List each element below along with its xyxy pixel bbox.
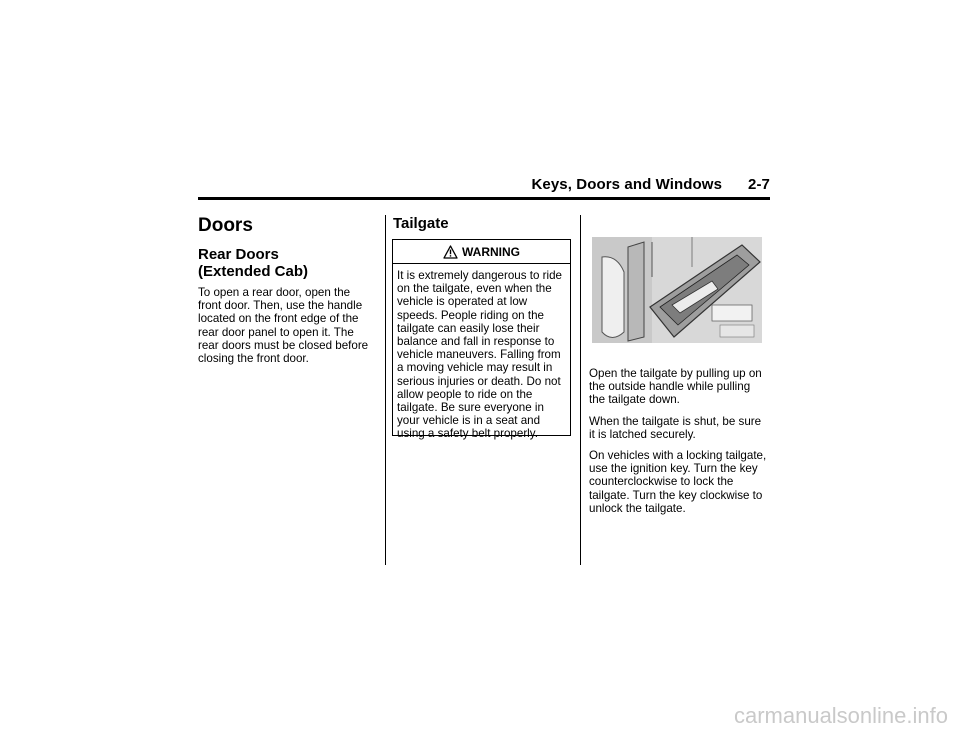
page-number: 2-7	[748, 176, 770, 193]
warning-box	[392, 239, 571, 441]
tailgate-lock-text: On vehicles with a locking tailgate, use the ignition key. Turn the key counterclockwise to lock the tailgate. Turn the key clockwise to unlock the tailgate.	[589, 449, 767, 515]
doors-heading: Doors	[198, 215, 253, 236]
tailgate-open-text: Open the tailgate by pulling up on the outside handle while pulling the tailgate down.	[589, 367, 762, 407]
section-title: Keys, Doors and Windows	[531, 176, 723, 193]
page-header	[198, 176, 770, 193]
header-rule	[198, 197, 770, 200]
column-divider-right	[580, 215, 581, 565]
rear-doors-heading: Rear Doors (Extended Cab)	[198, 246, 309, 280]
warning-triangle-icon	[443, 245, 458, 259]
column-divider-left	[385, 215, 386, 565]
right-column	[589, 367, 769, 523]
tailgate-heading: Tailgate	[393, 215, 449, 232]
warning-label: WARNING	[462, 244, 520, 259]
rear-doors-text: To open a rear door, open the front door. Then, use the handle located on the front edge of the rear door panel to open it. The rear doors must be closed before closing the front door.	[198, 286, 369, 366]
left-column	[198, 215, 373, 373]
watermark: carmanualsonline.info	[733, 703, 948, 728]
warning-text: It is extremely dangerous to ride on the tailgate, even when the vehicle is operated at low speeds. People riding on the tailgate can easily lose their balance and fall in response to vehicle maneuvers. Falling from a moving vehicle may result in serious injuries or death. Do not allow people to ride on the tailgate. Be sure everyone in your vehicle is in a seat and using a safety belt properly.	[397, 269, 562, 441]
middle-column	[393, 215, 573, 238]
tailgate-illustration	[592, 237, 762, 343]
tailgate-latch-text: When the tailgate is shut, be sure it is latched securely.	[589, 414, 762, 441]
warning-header	[393, 240, 570, 264]
